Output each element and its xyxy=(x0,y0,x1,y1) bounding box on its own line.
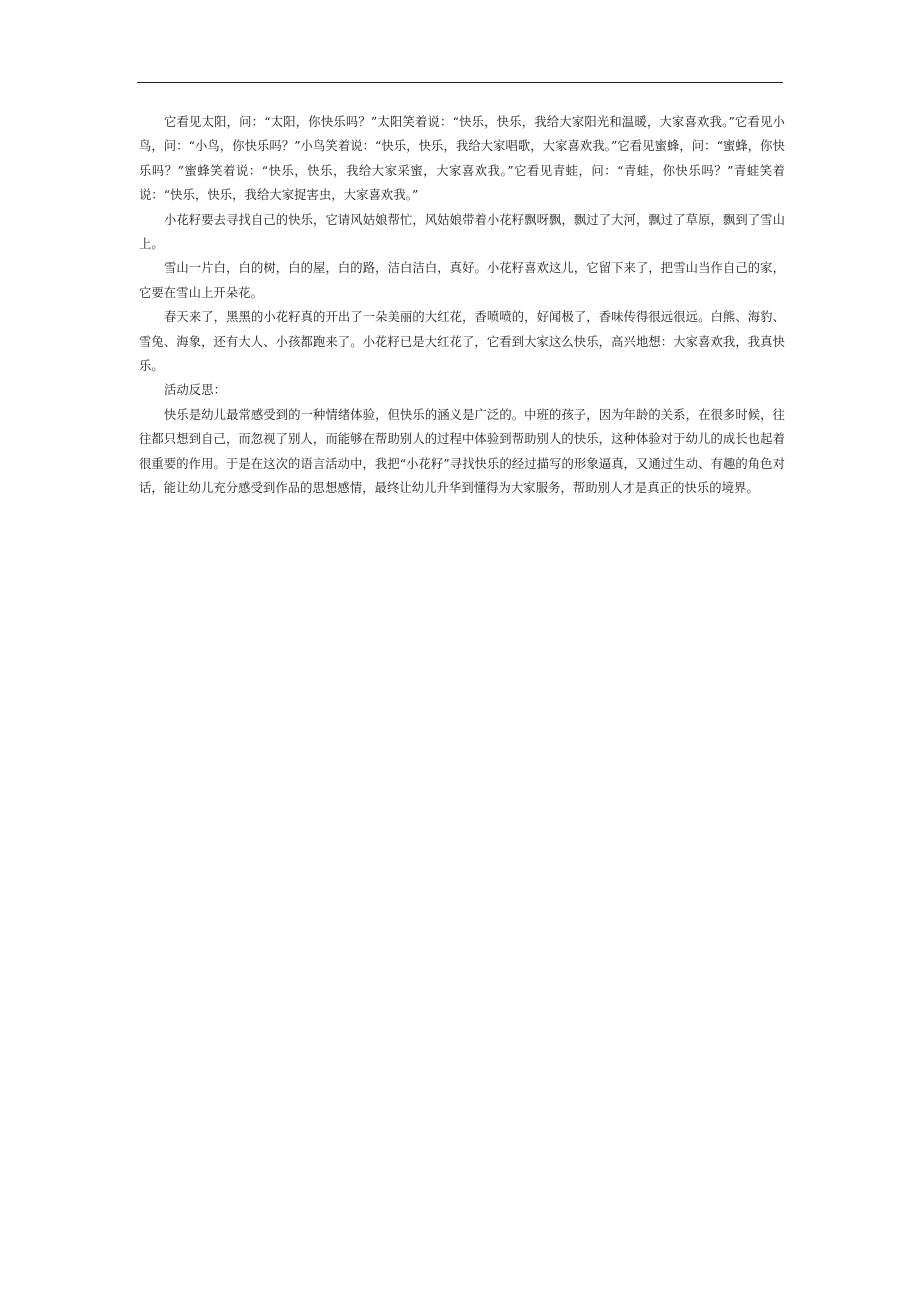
story-paragraph-snow-mountain: 雪山一片白，白的树，白的屋，白的路，洁白洁白，真好。小花籽喜欢这儿，它留下来了，把雪山当作自己的家，它要在雪山上开朵花。 xyxy=(139,261,785,300)
reflection-heading: 活动反思： xyxy=(164,383,226,398)
document-body xyxy=(139,110,785,501)
story-paragraph-journey: 小花籽要去寻找自己的快乐，它请风姑娘帮忙，风姑娘带着小花籽飘呀飘，飘过了大河，飘过了草原，飘到了雪山上。 xyxy=(139,212,785,252)
reflection-paragraph: 快乐是幼儿最常感受到的一种情绪体验，但快乐的涵义是广泛的。中班的孩子，因为年龄的关系，在很多时候，往往都只想到自己，而忽视了别人，而能够在帮助别人的过程中体验到帮助别人的快乐，这种体验对于幼儿的成长也起着很重要的作用。于是在这次的语言活动中，我把“小花籽”寻找快乐的经过描写的形象逼真，又通过生动、有趣的角色对话，能让幼儿充分感受到作品的思想感情，最终让幼儿升华到懂得为大家服务，帮助别人才是真正的快乐的境界。 xyxy=(139,407,785,496)
story-paragraph-greetings: 它看见太阳，问：“太阳，你快乐吗？”太阳笑着说：“快乐，快乐，我给大家阳光和温暖，大家喜欢我。”它看见小鸟，问：“小鸟，你快乐吗？”小鸟笑着说：“快乐，快乐，我给大家唱歌，大家喜欢我。”它看见蜜蜂，问：“蜜蜂，你快乐吗？”蜜蜂笑着说：“快乐，快乐，我给大家采蜜，大家喜欢我。”它看见青蛙，问：“青蛙，你快乐吗？”青蛙笑着说：“快乐，快乐，我给大家捉害虫，大家喜欢我。” xyxy=(139,115,785,203)
story-paragraph-spring: 春天来了，黑黑的小花籽真的开出了一朵美丽的大红花，香喷喷的，好闻极了，香味传得很远很远。白熊、海豹、雪兔、海象，还有大人、小孩都跑来了。小花籽已是大红花了，它看到大家这么快乐，高兴地想：大家喜欢我，我真快乐。 xyxy=(139,310,785,374)
header-rule xyxy=(137,82,783,83)
